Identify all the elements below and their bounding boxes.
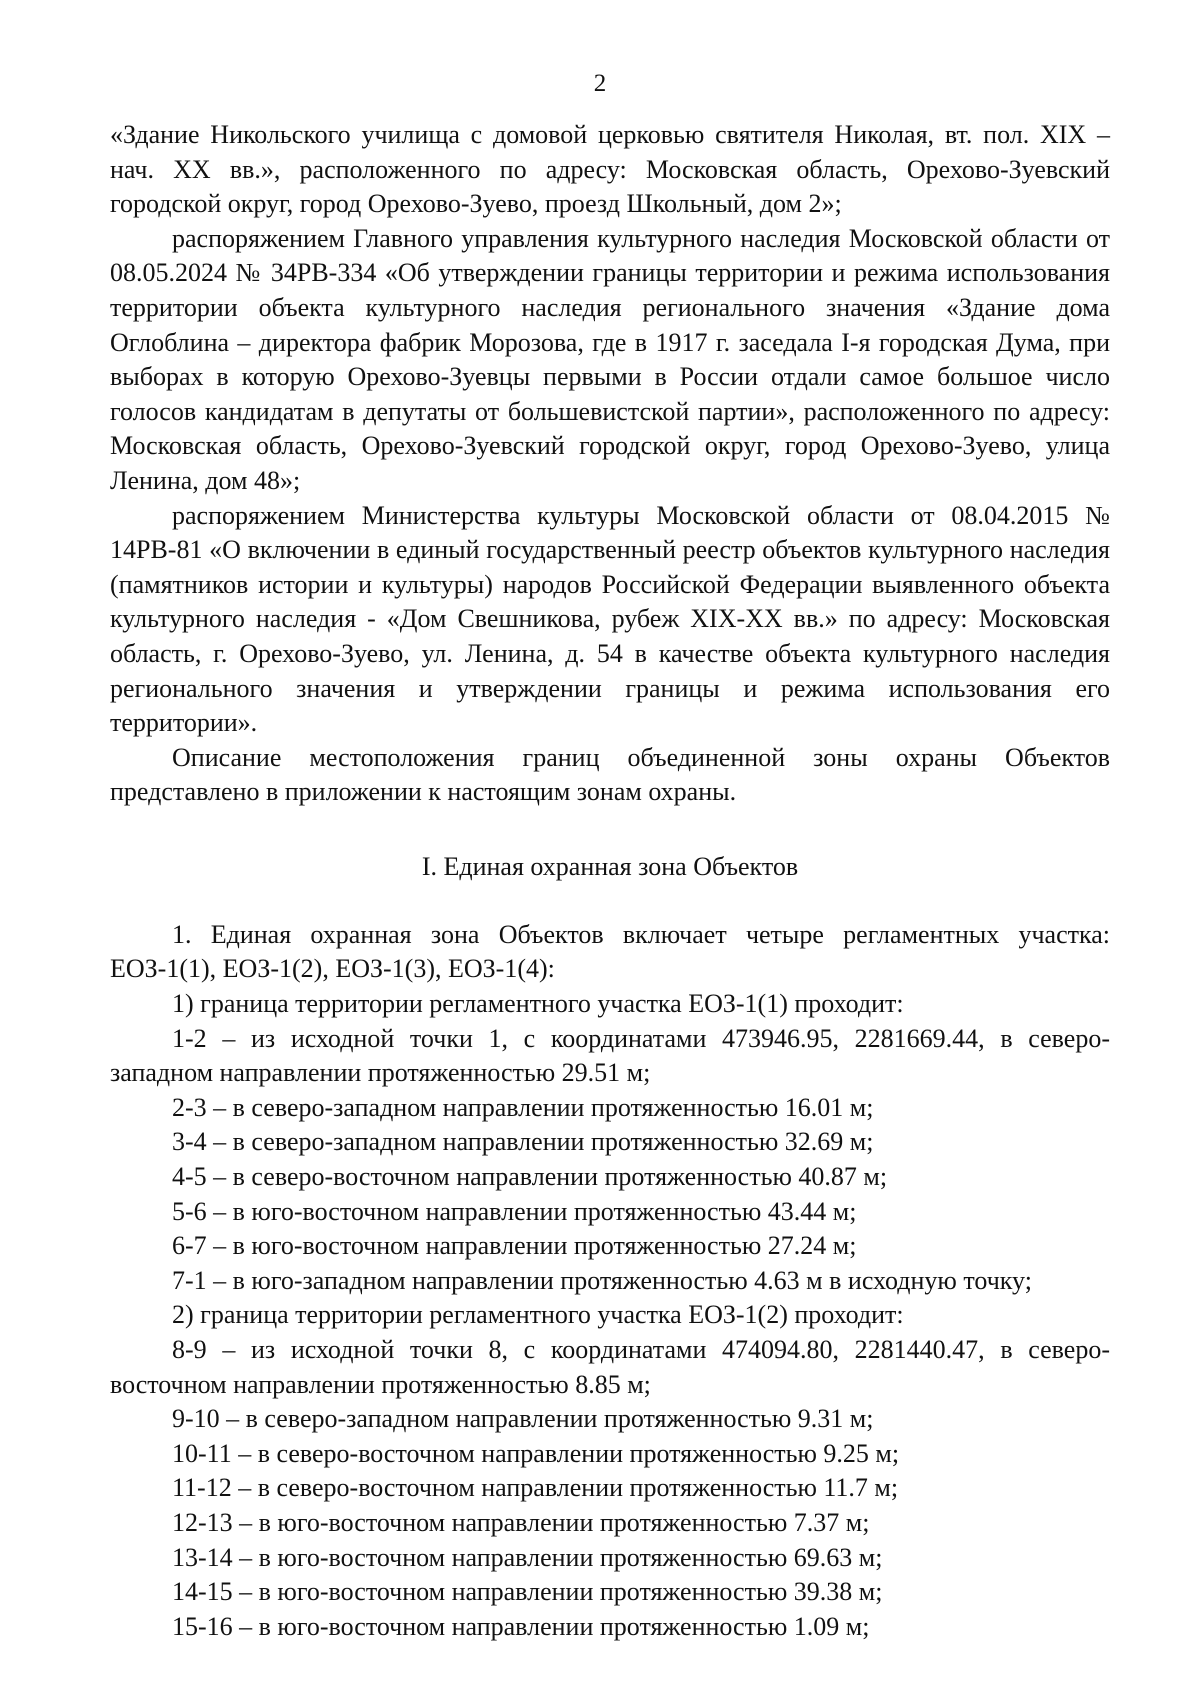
page-number: 2 bbox=[593, 70, 607, 97]
plot2-segment: 10-11 – в северо-восточном направлении протяженностью 9.25 м; bbox=[172, 1438, 900, 1468]
plot1-segment: 7-1 – в юго-западном направлении протяженностью 4.63 м в исходную точку; bbox=[172, 1265, 1032, 1295]
plot2-first-segment: 8-9 – из исходной точки 8, с координатами 474094.80, 2281440.47, в северо-восточном направлении протяженностью 8.85 м; bbox=[110, 1335, 1110, 1399]
plot2-segment: 15-16 – в юго-восточном направлении протяженностью 1.09 м; bbox=[172, 1611, 870, 1641]
zone-intro: 1. Единая охранная зона Объектов включает четыре регламентных участка: ЕОЗ-1(1), ЕОЗ-1(2), ЕОЗ-1(3), ЕОЗ-1(4): bbox=[110, 919, 1110, 984]
plot1-segment: 3-4 – в северо-западном направлении протяженностью 32.69 м; bbox=[172, 1127, 874, 1157]
plot1-segment: 5-6 – в юго-восточном направлении протяженностью 43.44 м; bbox=[172, 1196, 857, 1226]
paragraph-3: распоряжением Министерства культуры Московской области от 08.04.2015 № 14РВ-81 «О включении в единый государственный реестр объектов культурного наследия (памятников истории и культуры) народов Российской Федерации выявленного объекта культурного наследия - «Дом Свешникова, рубеж XIX-XX вв.» по адресу: Московская область, г. Орехово-Зуево, ул. Ленина, д. 54 в качестве объекта культурного наследия регионального значения и утверждении границы и режима использования его территории». bbox=[110, 500, 1110, 738]
plot2-segment: 13-14 – в юго-восточном направлении протяженностью 69.63 м; bbox=[172, 1542, 883, 1572]
paragraph-4: Описание местоположения границ объединенной зоны охраны Объектов представлено в приложении к настоящим зонам охраны. bbox=[110, 742, 1110, 807]
plot1-segment: 2-3 – в северо-западном направлении протяженностью 16.01 м; bbox=[172, 1092, 874, 1122]
plot1-segment: 6-7 – в юго-восточном направлении протяженностью 27.24 м; bbox=[172, 1231, 857, 1261]
plot2-segment: 14-15 – в юго-восточном направлении протяженностью 39.38 м; bbox=[172, 1577, 883, 1607]
plot1-title: 1) граница территории регламентного участка ЕОЗ-1(1) проходит: bbox=[172, 989, 904, 1019]
plot2-segment: 9-10 – в северо-западном направлении протяженностью 9.31 м; bbox=[172, 1404, 874, 1434]
plot2-segment: 11-12 – в северо-восточном направлении протяженностью 11.7 м; bbox=[172, 1473, 899, 1503]
plot2-title: 2) граница территории регламентного участка ЕОЗ-1(2) проходит: bbox=[172, 1300, 904, 1330]
plot2-segment: 12-13 – в юго-восточном направлении протяженностью 7.37 м; bbox=[172, 1507, 870, 1537]
plot1-first-segment: 1-2 – из исходной точки 1, с координатами 473946.95, 2281669.44, в северо-западном направлении протяженностью 29.51 м; bbox=[110, 1023, 1110, 1088]
paragraph-2: распоряжением Главного управления культурного наследия Московской области от 08.05.2024 № 34РВ-334 «Об утверждении границы территории и режима использования территории объекта культурного наследия регионального значения «Здание дома Оглоблина – директора фабрик Морозова, где в 1917 г. заседала I-я городская Дума, при выборах в которую Орехово-Зуевцы первыми в России отдали самое большое число голосов кандидатам в депутаты от большевистской партии», расположенного по адресу: Московская область, Орехово-Зуевский городской округ, город Орехово-Зуево, улица Ленина, дом 48»; bbox=[110, 223, 1110, 495]
paragraph-1: «Здание Никольского училища с домовой церковью святителя Николая, вт. пол. XIX – нач. XX вв.», расположенного по адресу: Московская область, Орехово-Зуевский городской округ, город Орехово-Зуево, проезд Школьный, дом 2»; bbox=[110, 120, 1110, 219]
plot1-segment: 4-5 – в северо-восточном направлении протяженностью 40.87 м; bbox=[172, 1162, 888, 1192]
document-body bbox=[110, 118, 1110, 1644]
section-heading: I. Единая охранная зона Объектов bbox=[421, 851, 799, 881]
